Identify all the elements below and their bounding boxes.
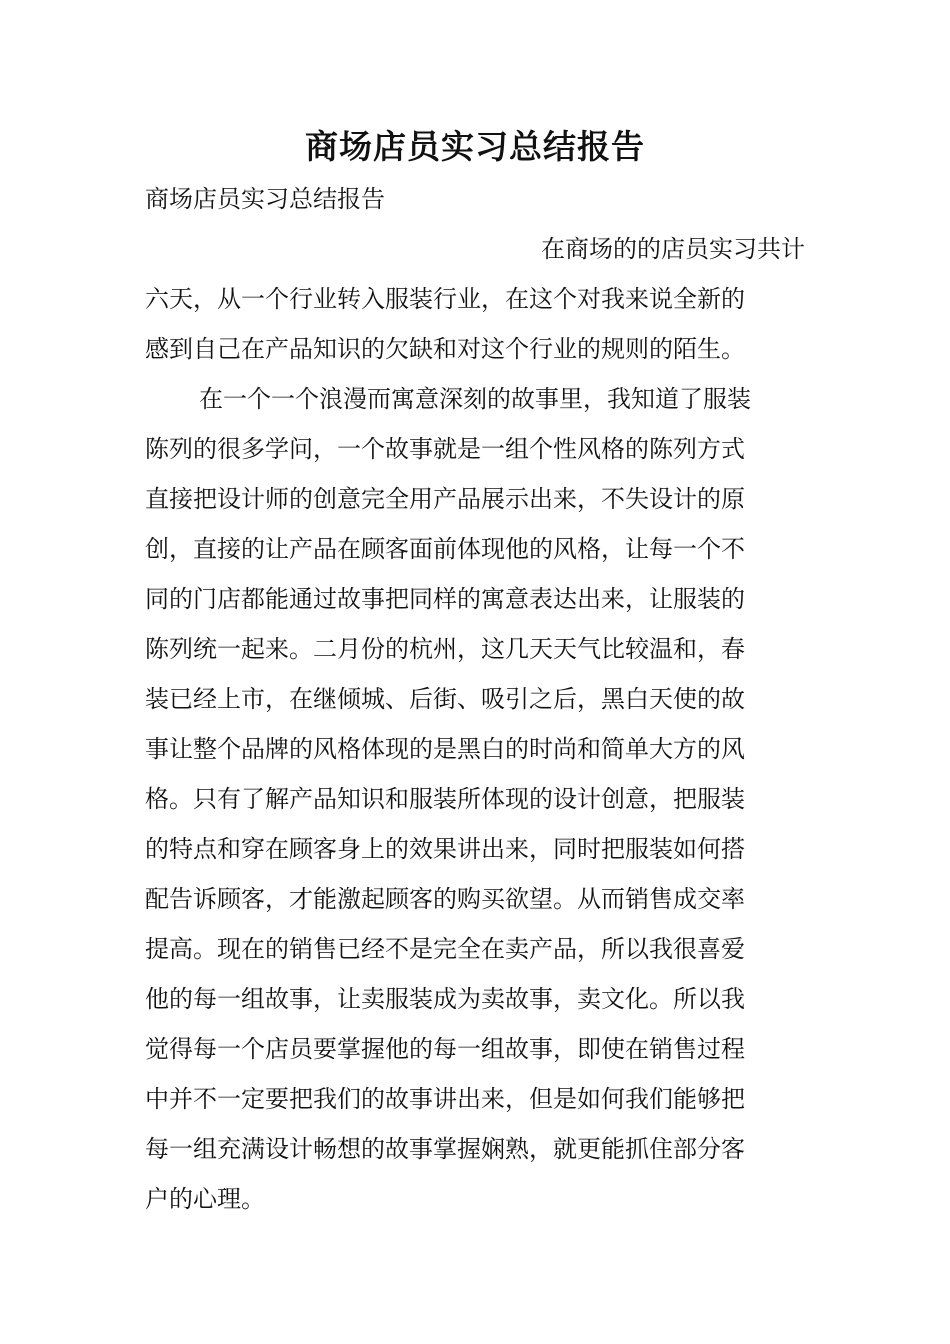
paragraph-line: 中并不一定要把我们的故事讲出来，但是如何我们能够把 bbox=[145, 1085, 745, 1113]
paragraph-line: 他的每一组故事，让卖服装成为卖故事，卖文化。所以我 bbox=[145, 985, 745, 1013]
paragraph-line: 的特点和穿在顾客身上的效果讲出来，同时把服装如何搭 bbox=[145, 835, 745, 863]
paragraph-line: 装已经上市，在继倾城、后街、吸引之后，黑白天使的故 bbox=[145, 685, 745, 713]
paragraph-line: 感到自己在产品知识的欠缺和对这个行业的规则的陌生。 bbox=[145, 335, 745, 363]
paragraph-line: 格。只有了解产品知识和服装所体现的设计创意，把服装 bbox=[145, 785, 745, 813]
paragraph-line: 陈列的很多学问，一个故事就是一组个性风格的陈列方式 bbox=[145, 435, 745, 463]
paragraph-line: 户的心理。 bbox=[145, 1185, 265, 1213]
paragraph-line: 在商场的的店员实习共计 bbox=[541, 235, 805, 263]
paragraph-line: 六天，从一个行业转入服装行业，在这个对我来说全新的 bbox=[145, 285, 745, 313]
paragraph-line: 事让整个品牌的风格体现的是黑白的时尚和简单大方的风 bbox=[145, 735, 745, 763]
document-subtitle: 商场店员实习总结报告 bbox=[145, 185, 385, 213]
paragraph-line: 每一组充满设计畅想的故事掌握娴熟，就更能抓住部分客 bbox=[145, 1135, 745, 1163]
paragraph-line: 在一个一个浪漫而寓意深刻的故事里，我知道了服装 bbox=[199, 385, 751, 413]
paragraph-line: 配告诉顾客，才能激起顾客的购买欲望。从而销售成交率 bbox=[145, 885, 745, 913]
paragraph-line: 觉得每一个店员要掌握他的每一组故事，即使在销售过程 bbox=[145, 1035, 745, 1063]
paragraph-line: 直接把设计师的创意完全用产品展示出来，不失设计的原 bbox=[145, 485, 745, 513]
document-title: 商场店员实习总结报告 bbox=[305, 127, 645, 166]
paragraph-line: 提高。现在的销售已经不是完全在卖产品，所以我很喜爱 bbox=[145, 935, 745, 963]
paragraph-line: 同的门店都能通过故事把同样的寓意表达出来，让服装的 bbox=[145, 585, 745, 613]
paragraph-line: 陈列统一起来。二月份的杭州，这几天天气比较温和，春 bbox=[145, 635, 745, 663]
paragraph-line: 创，直接的让产品在顾客面前体现他的风格，让每一个不 bbox=[145, 535, 745, 563]
